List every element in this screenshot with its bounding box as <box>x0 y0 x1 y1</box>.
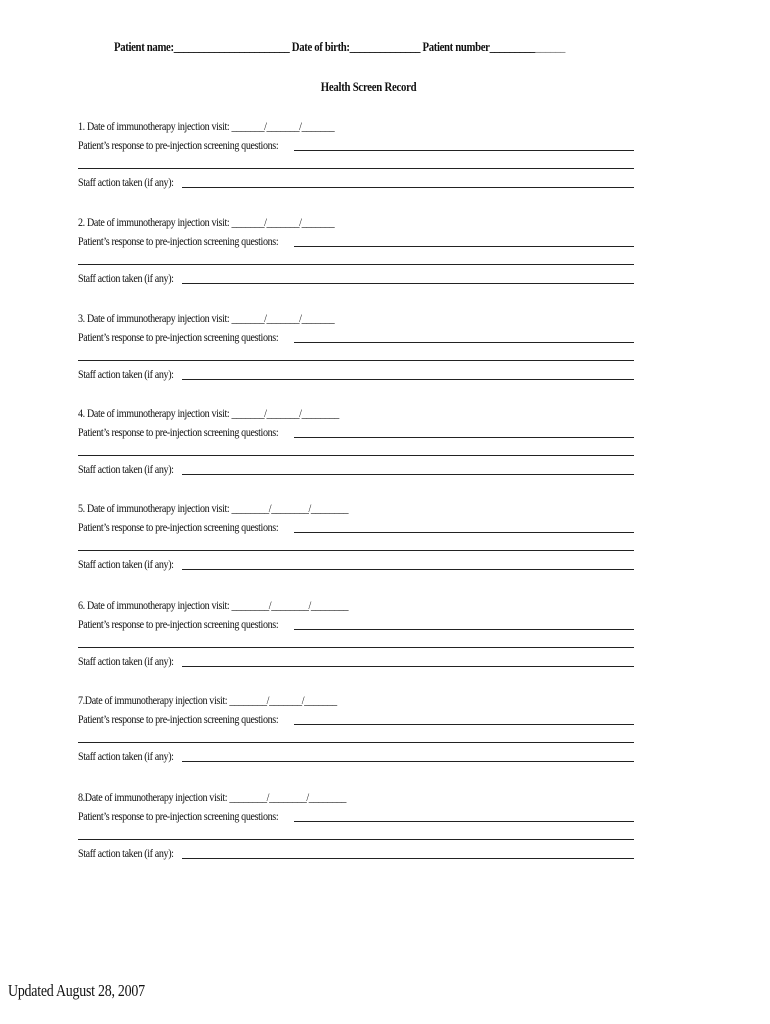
response-continuation-line[interactable] <box>78 647 634 648</box>
staff-action-label: Staff action taken (if any): <box>78 271 174 285</box>
staff-action-answer-line[interactable] <box>182 761 634 762</box>
staff-action-label: Staff action taken (if any): <box>78 462 174 476</box>
response-label: Patient’s response to pre-injection screening questions: <box>78 520 279 534</box>
patient-header-line <box>114 40 565 55</box>
response-answer-line[interactable] <box>294 724 634 725</box>
staff-action-label: Staff action taken (if any): <box>78 175 174 189</box>
visit-date-line[interactable]: 4. Date of immunotherapy injection visit: _______/_______/________ <box>78 406 339 420</box>
response-continuation-line[interactable] <box>78 742 634 743</box>
response-continuation-line[interactable] <box>78 360 634 361</box>
response-label: Patient’s response to pre-injection screening questions: <box>78 138 279 152</box>
response-label: Patient’s response to pre-injection screening questions: <box>78 425 279 439</box>
date-of-birth-blank[interactable]: ______________ <box>349 40 421 54</box>
visit-date-line[interactable]: 3. Date of immunotherapy injection visit: _______/_______/_______ <box>78 311 335 325</box>
patient-number-label: Patient number <box>422 40 490 54</box>
response-continuation-line[interactable] <box>78 550 634 551</box>
response-label: Patient’s response to pre-injection screening questions: <box>78 330 279 344</box>
response-continuation-line[interactable] <box>78 264 634 265</box>
visit-date-line[interactable]: 1. Date of immunotherapy injection visit: _______/_______/_______ <box>78 119 335 133</box>
patient-number-blank-tail: ______ <box>534 40 566 54</box>
response-answer-line[interactable] <box>294 342 634 343</box>
staff-action-answer-line[interactable] <box>182 569 634 570</box>
response-continuation-line[interactable] <box>78 839 634 840</box>
visit-date-line[interactable]: 5. Date of immunotherapy injection visit: ________/________/________ <box>78 501 349 515</box>
response-label: Patient’s response to pre-injection screening questions: <box>78 809 279 823</box>
response-answer-line[interactable] <box>294 532 634 533</box>
response-answer-line[interactable] <box>294 246 634 247</box>
updated-date-footer: Updated August 28, 2007 <box>8 981 145 1000</box>
patient-number-blank[interactable]: _________ <box>489 40 535 54</box>
response-label: Patient’s response to pre-injection screening questions: <box>78 234 279 248</box>
staff-action-answer-line[interactable] <box>182 379 634 380</box>
visit-date-line[interactable]: 7.Date of immunotherapy injection visit: ________/_______/_______ <box>78 693 337 707</box>
staff-action-answer-line[interactable] <box>182 858 634 859</box>
staff-action-label: Staff action taken (if any): <box>78 557 174 571</box>
staff-action-label: Staff action taken (if any): <box>78 749 174 763</box>
response-continuation-line[interactable] <box>78 455 634 456</box>
staff-action-answer-line[interactable] <box>182 187 634 188</box>
date-of-birth-label: Date of birth: <box>291 40 350 54</box>
response-answer-line[interactable] <box>294 150 634 151</box>
page-title-text: Health Screen Record <box>321 80 417 94</box>
visit-date-line[interactable]: 2. Date of immunotherapy injection visit: _______/_______/_______ <box>78 215 335 229</box>
response-answer-line[interactable] <box>294 437 634 438</box>
page-title <box>0 80 738 95</box>
staff-action-label: Staff action taken (if any): <box>78 846 174 860</box>
staff-action-answer-line[interactable] <box>182 474 634 475</box>
staff-action-label: Staff action taken (if any): <box>78 367 174 381</box>
response-answer-line[interactable] <box>294 629 634 630</box>
response-label: Patient’s response to pre-injection screening questions: <box>78 617 279 631</box>
patient-name-blank[interactable]: _______________________ <box>173 40 290 54</box>
staff-action-answer-line[interactable] <box>182 666 634 667</box>
visit-date-line[interactable]: 6. Date of immunotherapy injection visit: ________/________/________ <box>78 598 349 612</box>
response-continuation-line[interactable] <box>78 168 634 169</box>
response-answer-line[interactable] <box>294 821 634 822</box>
patient-name-label: Patient name: <box>114 40 174 54</box>
staff-action-answer-line[interactable] <box>182 283 634 284</box>
staff-action-label: Staff action taken (if any): <box>78 654 174 668</box>
response-label: Patient’s response to pre-injection screening questions: <box>78 712 279 726</box>
visit-date-line[interactable]: 8.Date of immunotherapy injection visit: ________/________/________ <box>78 790 347 804</box>
